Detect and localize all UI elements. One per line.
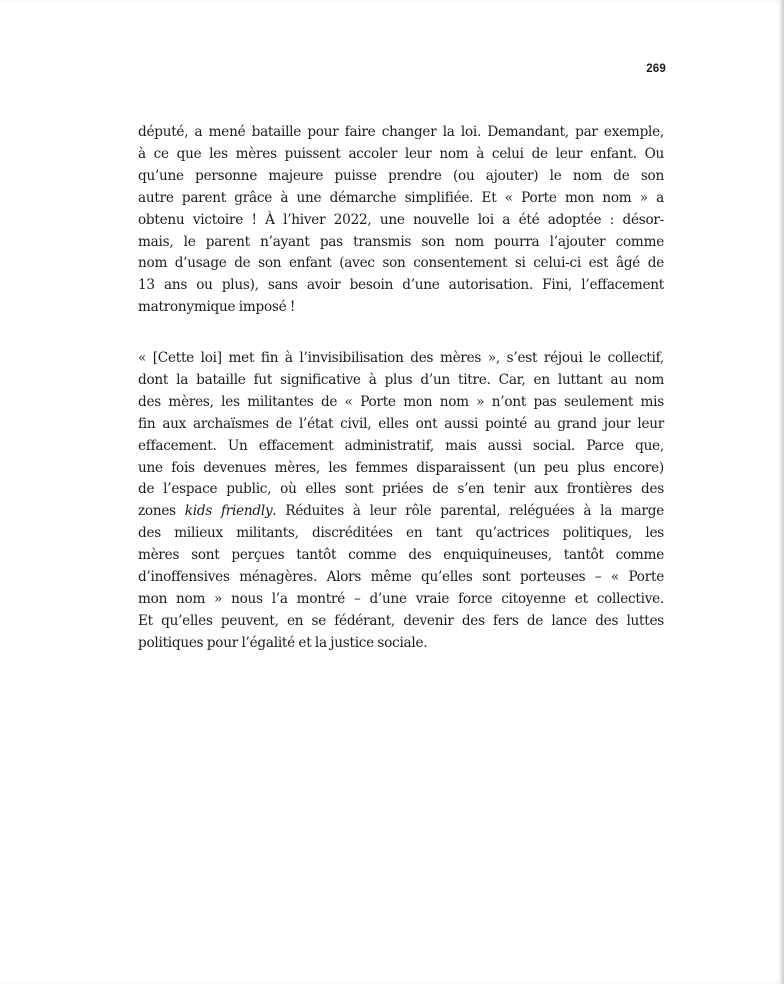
text-line: nom d’usage de son enfant (avec son consentement si celui-ci est âgé de: [138, 255, 664, 272]
text-line: dont la bataille fut significative à plus d’un titre. Car, en luttant au nom: [138, 371, 664, 388]
text-line: de l’espace public, où elles sont priées de s’en tenir aux frontières des: [138, 481, 664, 498]
text-line: mon nom » nous l’a montré – d’une vraie force citoyenne et collective.: [138, 590, 664, 607]
text-line: obtenu victoire ! À l’hiver 2022, une nouvelle loi a été adoptée : désor-: [138, 211, 664, 228]
text-line: à ce que les mères puissent accoler leur nom à celui de leur enfant. Ou: [138, 145, 664, 162]
text-line: matronymique imposé !: [138, 299, 296, 316]
italic-text: kids friendly: [184, 503, 273, 520]
text-line: d’inoffensives ménagères. Alors même qu’elles sont porteuses – « Porte: [138, 569, 664, 586]
text-line: politiques pour l’égalité et la justice sociale.: [138, 634, 428, 651]
text-run: zones: [138, 503, 185, 520]
text-line: fin aux archaïsmes de l’état civil, elles ont aussi pointé au grand jour leur: [138, 415, 664, 432]
paragraph-1: [138, 122, 664, 319]
text-run: . Réduites à leur rôle parental, reléguées à la marge: [272, 503, 664, 520]
text-line: une fois devenues mères, les femmes disparaissent (un peu plus encore): [138, 459, 664, 476]
text-line: Et qu’elles peuvent, en se fédérant, devenir des fers de lance des luttes: [138, 612, 664, 629]
text-line-mixed: [138, 501, 664, 523]
text-line: des mères, les militantes de « Porte mon nom » n’ont pas seulement mis: [138, 393, 664, 410]
page-edge: [780, 0, 784, 984]
paragraph-2: [138, 348, 664, 655]
text-line: « [Cette loi] met fin à l’invisibilisation des mères », s’est réjoui le collectif,: [138, 350, 664, 366]
text-line: mais, le parent n’ayant pas transmis son nom pourra l’ajouter comme: [138, 233, 664, 250]
text-line: mères sont perçues tantôt comme des enquiquineuses, tantôt comme: [138, 547, 664, 564]
text-line: effacement. Un effacement administratif, mais aussi social. Parce que,: [138, 437, 664, 454]
text-line: autre parent grâce à une démarche simplifiée. Et « Porte mon nom » a: [138, 189, 664, 206]
text-line: député, a mené bataille pour faire changer la loi. Demandant, par exemple,: [138, 124, 664, 140]
page-number: 269: [646, 63, 666, 75]
text-line: des milieux militants, discréditées en tant qu’actrices politiques, les: [138, 525, 664, 542]
text-line: 13 ans ou plus), sans avoir besoin d’une autorisation. Fini, l’effacement: [138, 277, 664, 294]
text-line: qu’une personne majeure puisse prendre (ou ajouter) le nom de son: [138, 167, 664, 184]
